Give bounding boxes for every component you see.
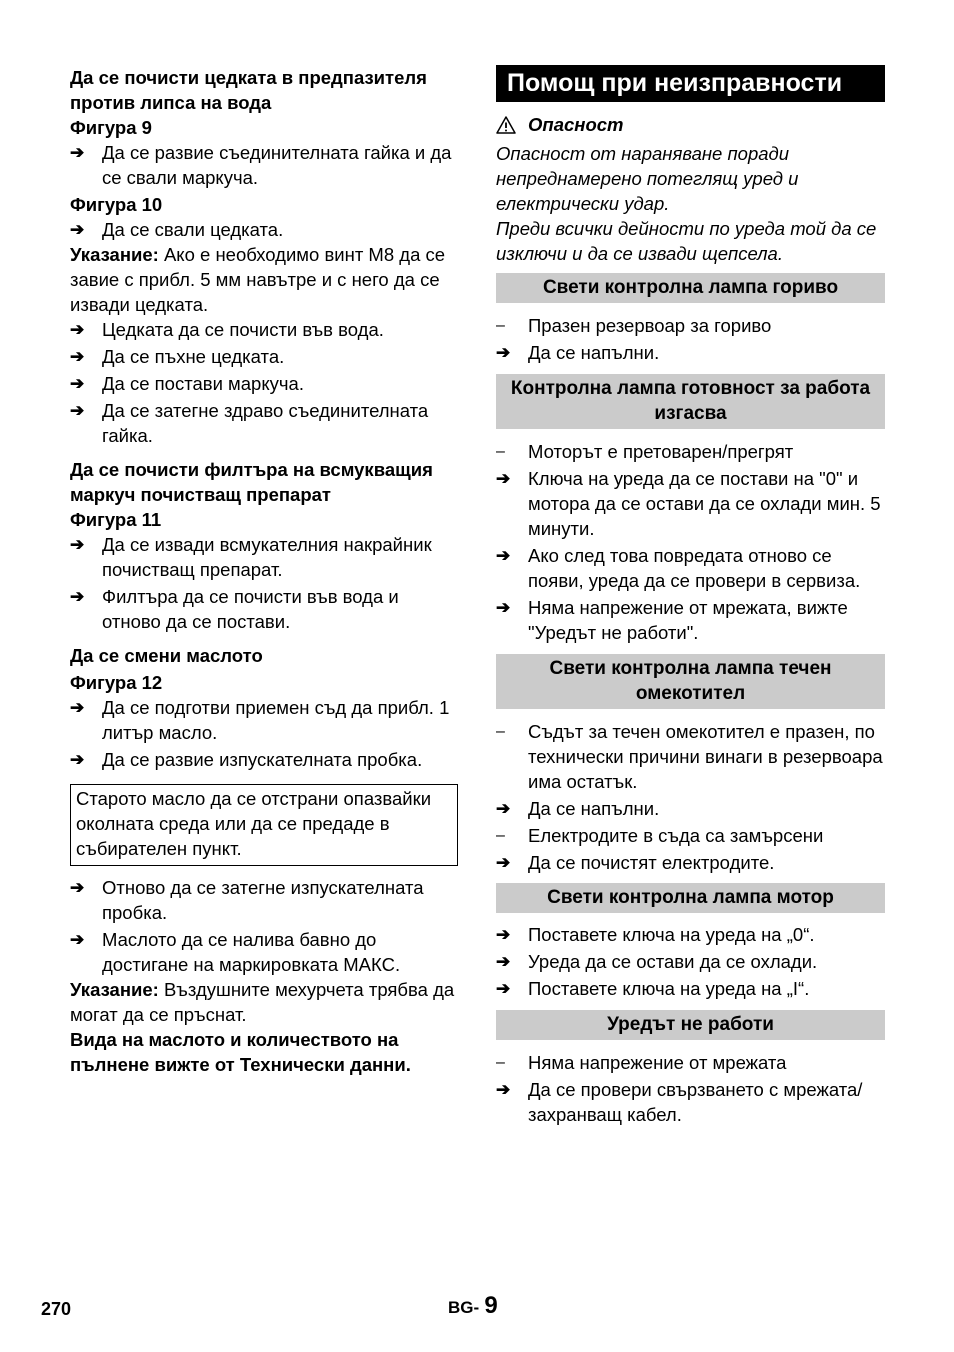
heading-clean-strainer: Да се почисти цедката в предпазителя против липса на вода [70, 67, 427, 113]
arrow-icon: ➔ [70, 374, 85, 393]
list-item: – Електродите в съда са замърсени [496, 825, 824, 846]
arrow-icon: ➔ [70, 143, 85, 162]
list-item: ➔ Да се извади всмукателния накрайник почистващ препарат. [70, 534, 432, 580]
list-item: – Съдът за течен омекотител е празен, по технически причини винаги в резервоара има остатък. [496, 721, 883, 792]
section-title: Помощ при неизправности [496, 65, 885, 102]
danger-text: Опасност от нараняване поради непреднамерено потеглящ уред и електрически удар. [496, 143, 799, 214]
arrow-icon: ➔ [496, 853, 511, 872]
dash-marker: – [496, 443, 505, 460]
list-item: ➔ Да се развие изпускателната пробка. [70, 749, 423, 770]
list-item: ➔ Да се постави маркуча. [70, 373, 304, 394]
figure-10-label: Фигура 10 [70, 194, 163, 215]
list-item: ➔ Поставете ключа на уреда на „I“. [496, 978, 810, 999]
list-item: ➔ Поставете ключа на уреда на „0“. [496, 924, 815, 945]
arrow-icon: ➔ [496, 1080, 511, 1099]
list-item: ➔ Да се затегне здраво съединителната гайка. [70, 400, 429, 446]
list-item: ➔ Да се свали цедката. [70, 219, 284, 240]
list-item: – Моторът е претоварен/прегрят [496, 441, 794, 462]
list-item: ➔ Да се развие съединителната гайка и да се свали маркуча. [70, 142, 452, 188]
fault-heading-not-working: Уредът не работи [496, 1010, 885, 1040]
fault-heading-ready-lamp: Контролна лампа готовност за работа изгасва [496, 374, 885, 429]
arrow-icon: ➔ [70, 320, 85, 339]
arrow-icon: ➔ [496, 343, 511, 362]
left-column [70, 65, 458, 1077]
note-paragraph: Указание: Ако е необходимо винт M8 да се завие с прибл. 5 мм навътре и с него да се извади цедката. [70, 244, 446, 315]
list-item: ➔ Уреда да се остави да се охлади. [496, 951, 818, 972]
figure-9-label: Фигура 9 [70, 117, 152, 138]
fault-heading-motor-lamp: Свети контролна лампа мотор [496, 883, 885, 913]
arrow-icon: ➔ [70, 698, 85, 717]
list-item: ➔ Ако след това повредата отново се появи, уреда да се провери в сервиза. [496, 545, 861, 591]
arrow-icon: ➔ [70, 220, 85, 239]
arrow-icon: ➔ [70, 930, 85, 949]
list-item: ➔ Филтъра да се почисти във вода и отново да се постави. [70, 586, 399, 632]
section-page-number: 9 [484, 1292, 498, 1319]
arrow-icon: ➔ [70, 878, 85, 897]
dash-marker: – [496, 317, 505, 334]
heading-change-oil: Да се смени маслото [70, 645, 263, 666]
danger-text: Преди всички дейности по уреда той да се изключи и да се извади щепсела. [496, 218, 877, 264]
danger-label: Опасност [528, 114, 624, 135]
list-item: ➔ Да се пъхне цедката. [70, 346, 285, 367]
note-label: Указание: [70, 979, 159, 1000]
list-item: ➔ Да се напълни. [496, 342, 660, 363]
dash-marker: – [496, 1054, 505, 1071]
language-code: BG- [448, 1298, 480, 1317]
list-item: ➔ Да се подготви приемен съд да прибл. 1 литър масло. [70, 697, 450, 743]
page-footer-label [448, 1293, 498, 1320]
dash-marker: – [496, 827, 505, 844]
list-item: ➔ Да се почистят електродите. [496, 852, 775, 873]
list-item: – Празен резервоар за гориво [496, 315, 772, 336]
list-item: ➔ Отново да се затегне изпускателната пробка. [70, 877, 424, 923]
arrow-icon: ➔ [496, 799, 511, 818]
note-paragraph: Указание: Въздушните мехурчета трябва да могат да се пръснат. [70, 979, 455, 1025]
arrow-icon: ➔ [70, 587, 85, 606]
figure-12-label: Фигура 12 [70, 672, 163, 693]
arrow-icon: ➔ [70, 750, 85, 769]
page-number: 270 [41, 1299, 72, 1319]
fault-heading-softener-lamp: Свети контролна лампа течен омекотител [496, 654, 885, 709]
figure-11-label: Фигура 11 [70, 509, 162, 530]
arrow-icon: ➔ [496, 925, 511, 944]
dash-marker: – [496, 723, 505, 740]
arrow-icon: ➔ [70, 535, 85, 554]
arrow-icon: ➔ [496, 598, 511, 617]
list-item: ➔ Няма напрежение от мрежата, вижте "Уредът не работи". [496, 597, 848, 643]
list-item: ➔ Ключа на уреда да се постави на "0" и мотора да се остави да се охлади мин. 5 минути. [496, 468, 881, 539]
list-item: ➔ Маслото да се налива бавно до достигане на маркировката МАКС. [70, 929, 401, 975]
list-item: ➔ Цедката да се почисти във вода. [70, 319, 384, 340]
environment-note-box: Старото масло да се отстрани опазвайки околната среда или да се предаде в събирателен пункт. [70, 784, 458, 866]
list-item: ➔ Да се провери свързването с мрежата/захранващ кабел. [496, 1079, 863, 1125]
arrow-icon: ➔ [496, 952, 511, 971]
heading-clean-filter: Да се почисти филтъра на всмукващия маркуч почистващ препарат [70, 459, 433, 505]
list-item: ➔ Да се напълни. [496, 798, 660, 819]
note-label: Указание: [70, 244, 159, 265]
arrow-icon: ➔ [496, 546, 511, 565]
arrow-icon: ➔ [496, 469, 511, 488]
list-item: – Няма напрежение от мрежата [496, 1052, 787, 1073]
oil-type-reference: Вида на маслото и количеството на пълнене вижте от Технически данни. [70, 1029, 411, 1075]
danger-heading [496, 112, 885, 137]
warning-triangle-icon [496, 116, 516, 134]
right-column [496, 65, 885, 1127]
arrow-icon: ➔ [496, 979, 511, 998]
arrow-icon: ➔ [70, 401, 85, 420]
arrow-icon: ➔ [70, 347, 85, 366]
fault-heading-fuel-lamp: Свети контролна лампа гориво [496, 273, 885, 303]
